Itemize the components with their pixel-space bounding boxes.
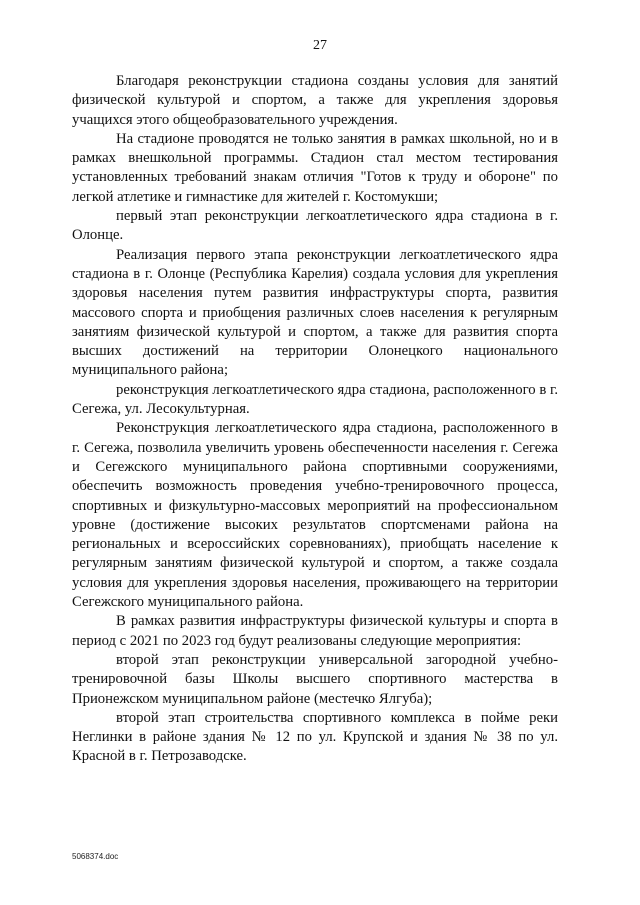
paragraph-yalguba-base: второй этап реконструкции универсальной загородной учебно-тренировочной базы Школы высшего спортивного мастерства в Прионежском муниципальном районе (местечко Ялгуба); <box>72 651 558 707</box>
paragraph-stadium-conditions: Благодаря реконструкции стадиона созданы условия для занятий физической культурой и спортом, а также для укрепления здоровья учащихся этого общеобразовательного учреждения. <box>72 73 558 128</box>
paragraph-olonets-first-stage: первый этап реконструкции легкоатлетического ядра стадиона в г. Олонце. <box>72 208 558 244</box>
paragraph-petrozavodsk-complex: второй этап строительства спортивного комплекса в пойме реки Неглинки в районе здания № 12 по ул. Крупской и здания № 38 по ул. Красной в г. Петрозаводске. <box>72 709 558 765</box>
paragraph-olonets-implementation: Реализация первого этапа реконструкции легкоатлетического ядра стадиона в г. Олонце (Республика Карелия) создала условия для укрепления здоровья населения путем развития инфраструктуры спорта, развития массового спорта и приобщения различных слоев населения к регулярным занятиям физической культурой и спортом, а также для развития спорта высших достижений на территории Олонецкого национального муниципального района; <box>72 246 558 379</box>
document-file-code: 5068374.doc <box>72 852 119 861</box>
paragraph-segezha-results: Реконструкция легкоатлетического ядра стадиона, расположенного в г. Сегежа, позволила увеличить уровень обеспеченности населения г. Сегежа и Сегежского муниципального района спортивными сооружениями, обеспечить возможность проведения учебно-тренировочного процесса, спортивных и физкультурно-массовых мероприятий на профессиональном уровне (достижение высоких результатов спортсменами района на региональных и всероссийских соревнованиях), приобщать население к регулярным занятиям физической культурой и спортом, а также создала условия для укрепления здоровья населения, проживающего на территории Сегежского муниципального района. <box>72 420 558 611</box>
document-body <box>72 72 558 767</box>
page-number: 27 <box>313 38 327 53</box>
paragraph-stadium-programs: На стадионе проводятся не только занятия в рамках школьной, но и в рамках внешкольной программы. Стадион стал местом тестирования установленных требований знакам отличия "Готов к труду и обороне" по легкой атлетике и гимнастике для жителей г. Костомукши; <box>72 130 558 205</box>
paragraph-segezha-reconstruction: реконструкция легкоатлетического ядра стадиона, расположенного в г. Сегежа, ул. Лесокультурная. <box>72 381 558 418</box>
paragraph-planned-measures-intro: В рамках развития инфраструктуры физической культуры и спорта в период с 2021 по 2023 год будут реализованы следующие мероприятия: <box>72 613 558 649</box>
